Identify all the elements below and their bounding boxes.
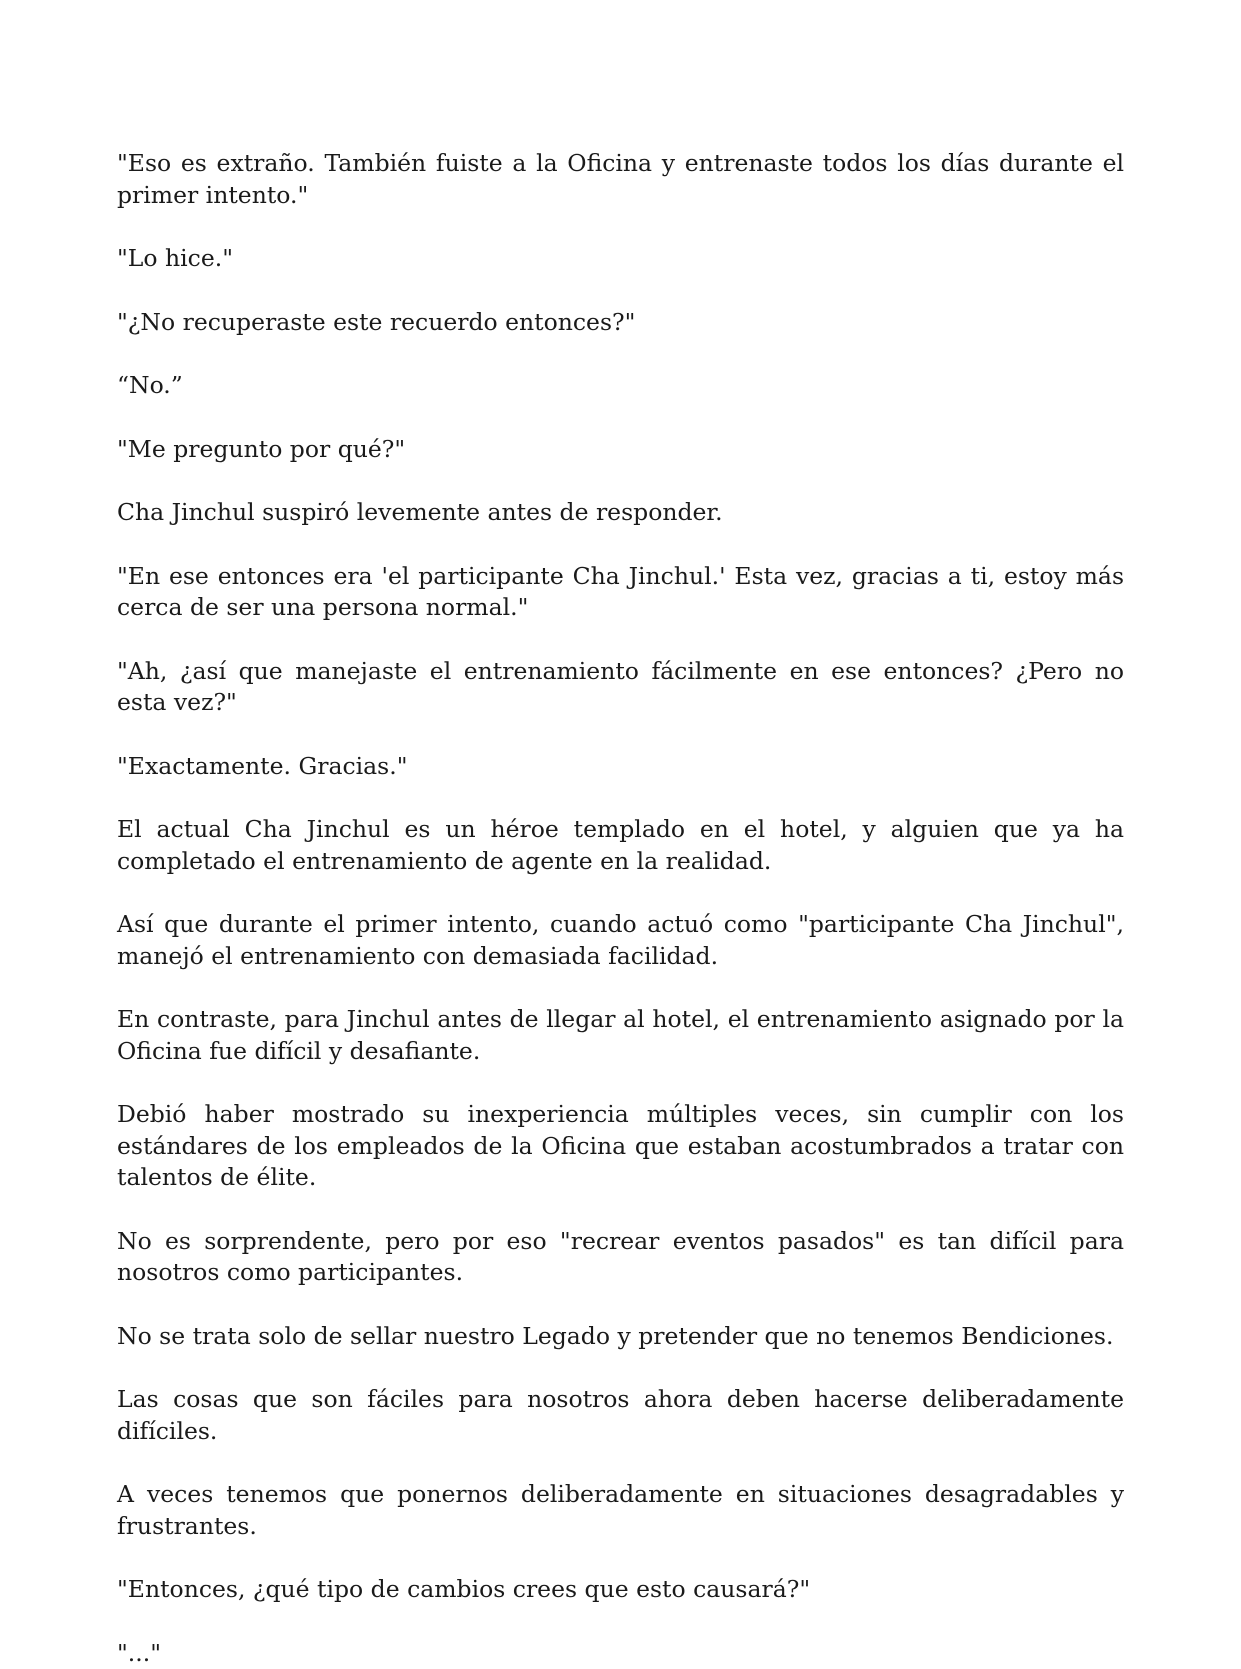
paragraph: No es sorprendente, pero por eso "recrear eventos pasados" es tan difícil para nosotros como participantes. — [117, 1226, 1124, 1289]
paragraph: El actual Cha Jinchul es un héroe templado en el hotel, y alguien que ya ha completado el entrenamiento de agente en la realidad. — [117, 814, 1124, 877]
paragraph: "..." — [117, 1638, 1124, 1669]
paragraph: A veces tenemos que ponernos deliberadamente en situaciones desagradables y frustrantes. — [117, 1479, 1124, 1542]
paragraph: Cha Jinchul suspiró levemente antes de responder. — [117, 497, 1124, 529]
paragraph: "Ah, ¿así que manejaste el entrenamiento fácilmente en ese entonces? ¿Pero no esta vez?" — [117, 656, 1124, 719]
paragraph: "¿No recuperaste este recuerdo entonces?" — [117, 307, 1124, 339]
paragraph: "Lo hice." — [117, 243, 1124, 275]
paragraph: "Entonces, ¿qué tipo de cambios crees que esto causará?" — [117, 1574, 1124, 1606]
paragraph: "En ese entonces era 'el participante Cha Jinchul.' Esta vez, gracias a ti, estoy más cerca de ser una persona normal." — [117, 561, 1124, 624]
paragraph: Las cosas que son fáciles para nosotros ahora deben hacerse deliberadamente difíciles. — [117, 1384, 1124, 1447]
paragraph: No se trata solo de sellar nuestro Legado y pretender que no tenemos Bendiciones. — [117, 1321, 1124, 1353]
document-page — [117, 148, 1124, 1669]
paragraph: Así que durante el primer intento, cuando actuó como "participante Cha Jinchul", manejó el entrenamiento con demasiada facilidad. — [117, 909, 1124, 972]
paragraph: "Exactamente. Gracias." — [117, 751, 1124, 783]
paragraph: “No.” — [117, 370, 1124, 402]
paragraph: Debió haber mostrado su inexperiencia múltiples veces, sin cumplir con los estándares de los empleados de la Oficina que estaban acostumbrados a tratar con talentos de élite. — [117, 1099, 1124, 1194]
paragraph: "Me pregunto por qué?" — [117, 434, 1124, 466]
paragraph: En contraste, para Jinchul antes de llegar al hotel, el entrenamiento asignado por la Oficina fue difícil y desafiante. — [117, 1004, 1124, 1067]
paragraph: "Eso es extraño. También fuiste a la Oficina y entrenaste todos los días durante el primer intento." — [117, 148, 1124, 211]
